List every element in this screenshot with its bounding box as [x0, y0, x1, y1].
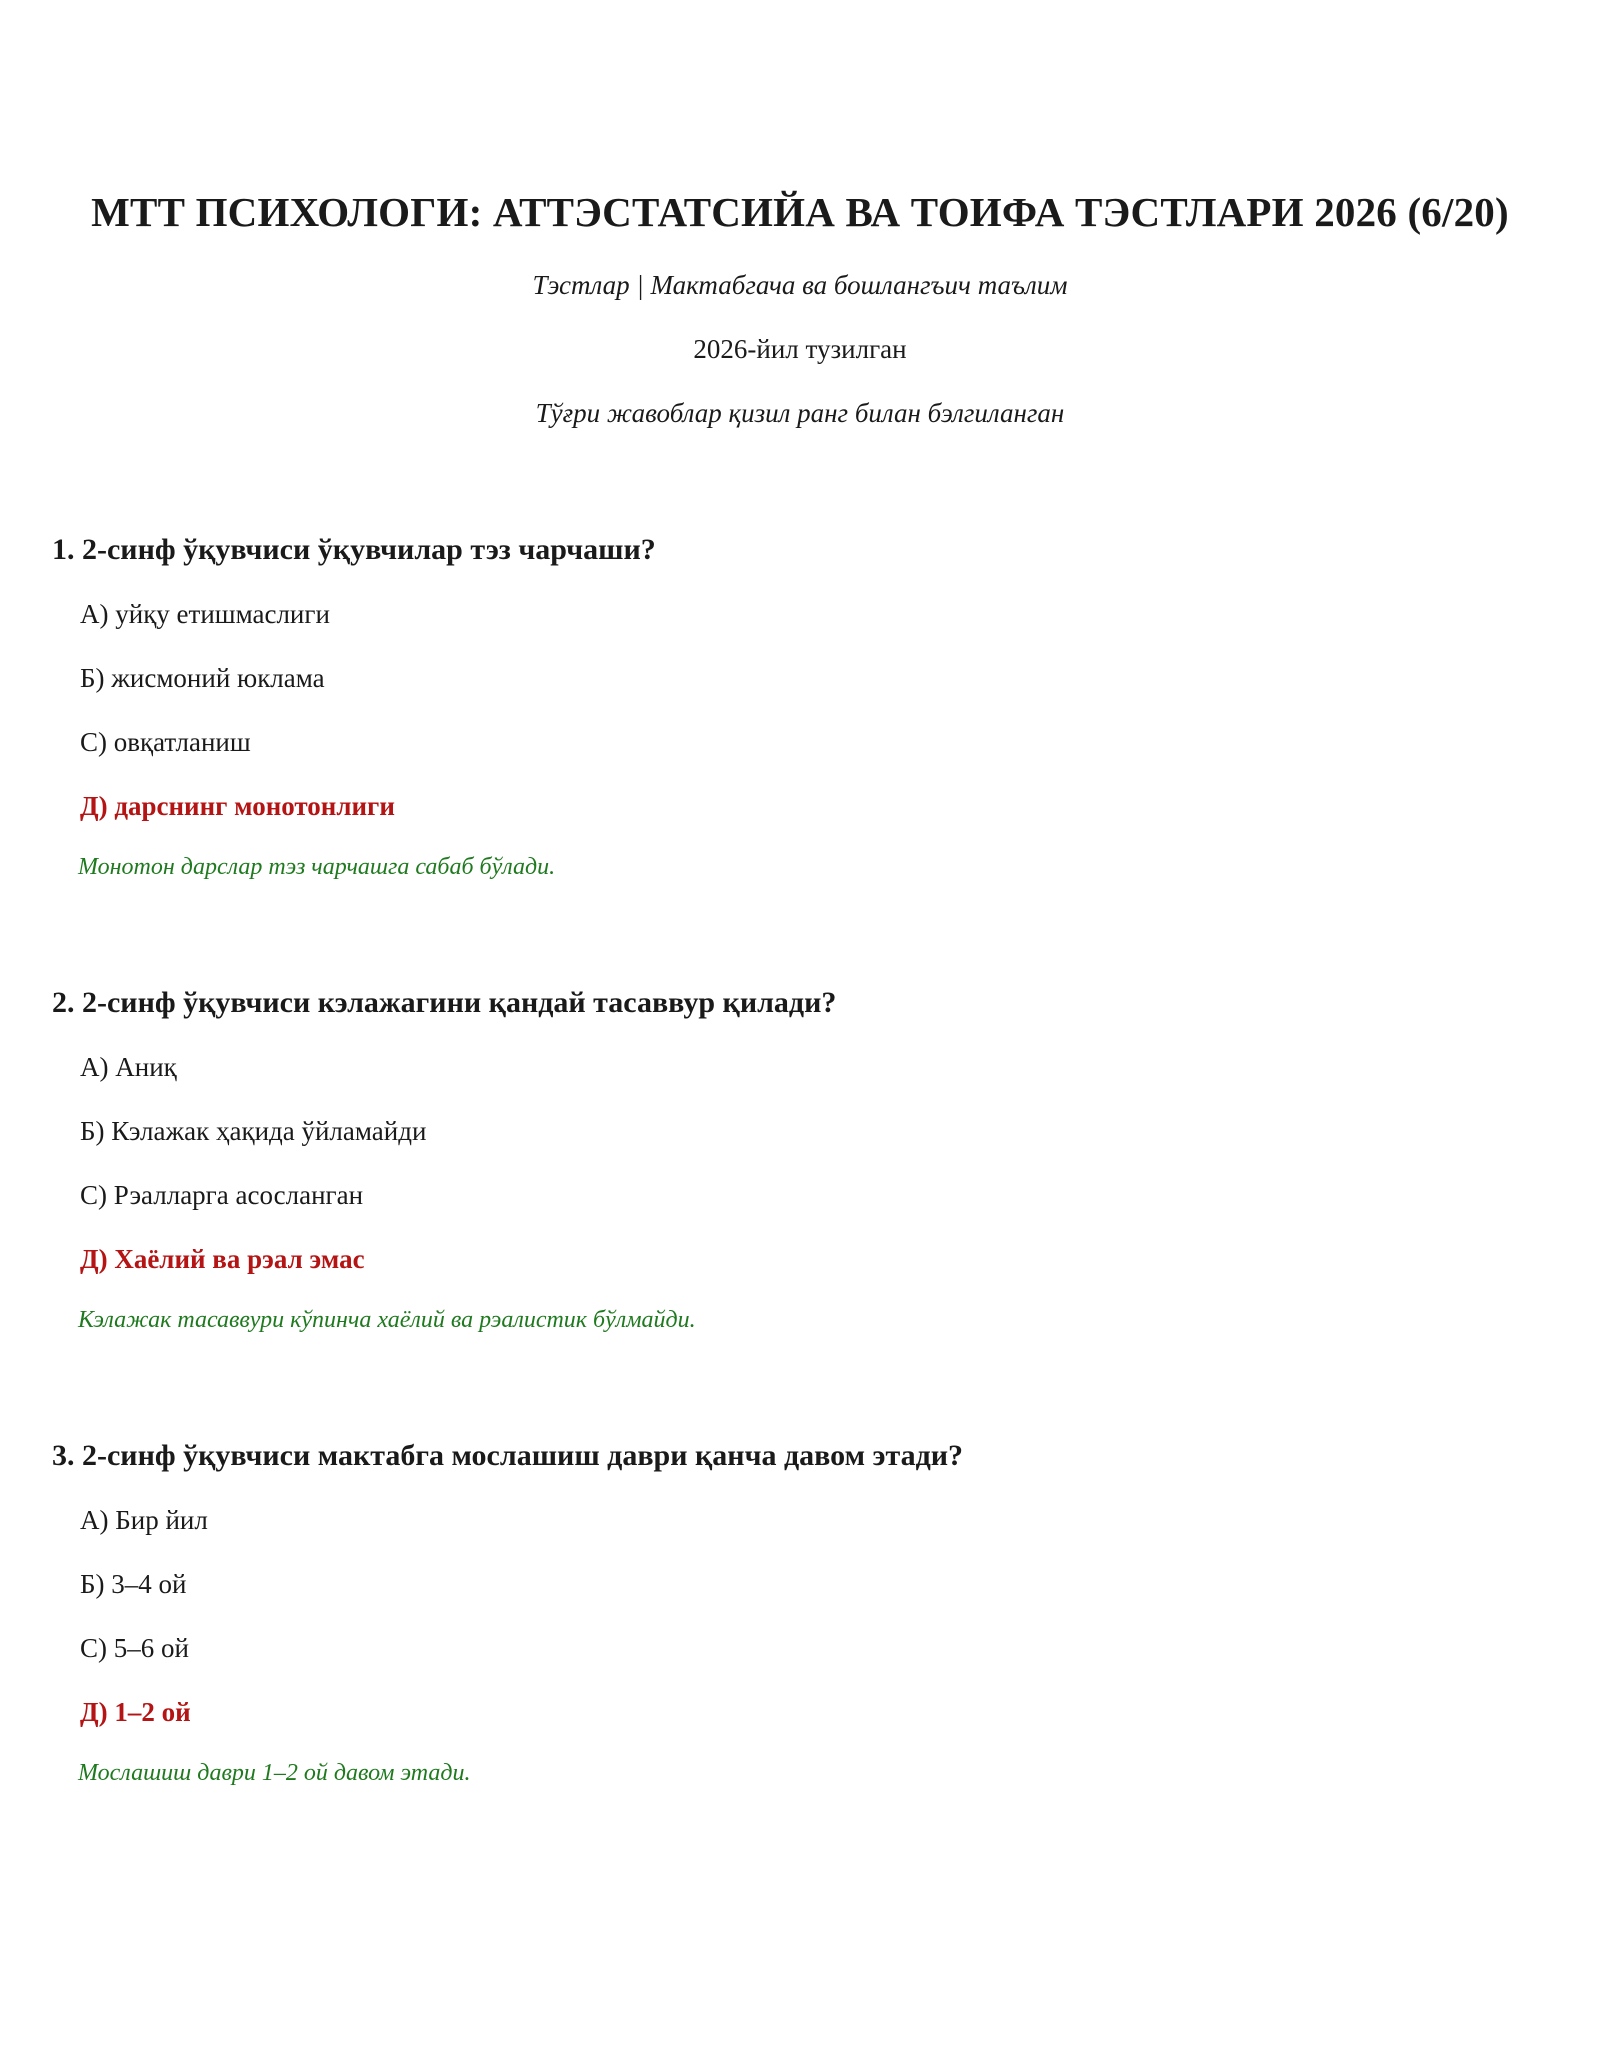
answer-explanation: Монотон дарслар тэз чарчашга сабаб бўлади. — [78, 854, 556, 880]
answer-explanation: Мослашиш даври 1–2 ой давом этади. — [78, 1760, 471, 1786]
option-a: А) Бир йил — [80, 1505, 208, 1535]
answer-explanation: Кэлажак тасаввури кўпинча хаёлий ва рэалистик бўлмайди. — [78, 1307, 696, 1333]
document-title: МТТ ПСИХОЛОГИ: АТТЭСТАТСИЙА ВА ТОИФА ТЭСТЛАРИ 2026 (6/20) — [91, 189, 1509, 235]
document-subtitle: Тэстлар | Мактабгача ва бошлангъич таълим — [532, 270, 1068, 300]
option-b: Б) жисмоний юклама — [80, 663, 325, 693]
question-3 — [52, 1436, 1552, 1790]
question-text: 1. 2-синф ўқувчиси ўқувчилар тэз чарчаши? — [52, 533, 656, 566]
option-c: С) Рэалларга асосланган — [80, 1180, 364, 1210]
option-a: А) Аниқ — [80, 1052, 177, 1082]
option-d-correct: Д) Хаёлий ва рэал эмас — [80, 1244, 365, 1274]
question-1 — [52, 530, 1552, 884]
option-c: С) овқатланиш — [80, 727, 251, 757]
option-b: Б) Кэлажак ҳақида ўйламайди — [80, 1116, 427, 1146]
question-2 — [52, 983, 1552, 1337]
option-b: Б) 3–4 ой — [80, 1569, 187, 1599]
option-d-correct: Д) дарснинг монотонлиги — [80, 791, 395, 821]
option-a: А) уйқу етишмаслиги — [80, 599, 330, 629]
option-d-correct: Д) 1–2 ой — [80, 1697, 191, 1727]
year-line: 2026-йил тузилган — [693, 334, 907, 364]
correct-answer-note: Тўғри жавоблар қизил ранг билан бэлгиланган — [535, 398, 1065, 428]
option-c: С) 5–6 ой — [80, 1633, 189, 1663]
question-text: 2. 2-синф ўқувчиси кэлажагини қандай тасаввур қилади? — [52, 986, 837, 1019]
question-text: 3. 2-синф ўқувчиси мактабга мослашиш даври қанча давом этади? — [52, 1439, 964, 1472]
